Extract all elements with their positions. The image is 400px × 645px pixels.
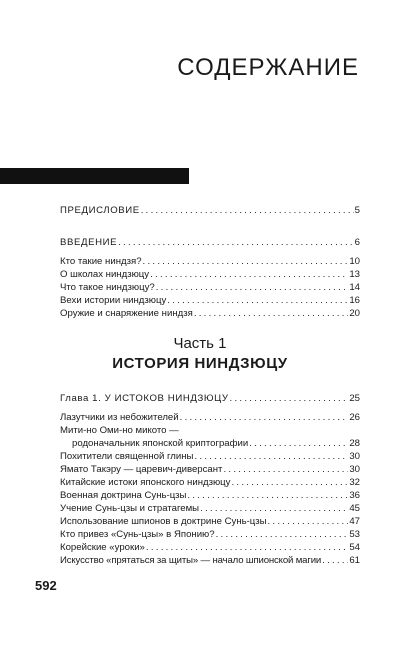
toc-entry-page: 13 — [349, 269, 360, 280]
toc-entry-label: Корейские «уроки» — [60, 542, 145, 553]
toc-entry-label: Военная доктрина Сунь-цзы — [60, 490, 187, 501]
toc-entry[interactable] — [60, 503, 360, 515]
toc-entry-label: Вехи истории ниндзюцу — [60, 295, 167, 306]
toc-entry[interactable] — [60, 308, 360, 320]
toc-entry-page: 5 — [354, 205, 360, 216]
toc-entry[interactable] — [60, 282, 360, 294]
dot-leader — [200, 503, 348, 515]
toc-entry-preface[interactable] — [60, 205, 360, 217]
part-label: Часть 1 — [173, 335, 227, 352]
toc-entry-page: 10 — [349, 256, 360, 267]
toc-entry-line[interactable]: Мити-но Оми-но микото — — [60, 425, 179, 436]
toc-entry-page: 30 — [349, 464, 360, 475]
part-title: ИСТОРИЯ НИНДЗЮЦУ — [112, 355, 288, 372]
toc-entry-page: 20 — [349, 308, 360, 319]
toc-entry-page: 30 — [349, 451, 360, 462]
dot-leader — [143, 256, 349, 268]
toc-entry-page: 6 — [354, 237, 360, 248]
toc-entry-label: Китайские истоки японского ниндзюцу — [60, 477, 231, 488]
toc-entry[interactable] — [60, 451, 360, 463]
dot-leader — [249, 438, 348, 450]
dot-leader — [180, 412, 349, 424]
toc-entry-label: Кто привез «Сунь-цзы» в Японию? — [60, 529, 215, 540]
toc-entry[interactable] — [60, 412, 360, 424]
dot-leader — [268, 516, 349, 528]
toc-entry-label: Использование шпионов в доктрине Сунь-цзы — [60, 516, 267, 527]
toc-entry-label: родоначальник японской криптографии — [72, 438, 249, 449]
toc-entry[interactable] — [60, 269, 360, 281]
toc-entry[interactable] — [60, 464, 360, 476]
dot-leader — [194, 308, 349, 320]
toc-entry-page: 36 — [349, 490, 360, 501]
toc-entry[interactable] — [72, 438, 360, 450]
toc-entry-label: Лазутчики из небожителей — [60, 412, 179, 423]
dot-leader — [230, 393, 349, 405]
dot-leader — [194, 451, 348, 463]
toc-entry[interactable] — [60, 516, 360, 528]
toc-entry-label: ВВЕДЕНИЕ — [60, 237, 118, 248]
toc-entry-page: 14 — [349, 282, 360, 293]
dot-leader — [150, 269, 348, 281]
toc-entry-page: 16 — [349, 295, 360, 306]
toc-entry-label: О школах ниндзюцу — [60, 269, 150, 280]
toc-entry-page: 47 — [349, 516, 360, 527]
toc-entry[interactable] — [60, 542, 360, 554]
dot-leader — [141, 205, 354, 217]
toc-entry-page: 53 — [349, 529, 360, 540]
toc-entry-page: 45 — [349, 503, 360, 514]
page-title: СОДЕРЖАНИЕ — [177, 54, 359, 81]
dot-leader — [118, 237, 354, 249]
page-number: 592 — [35, 578, 57, 593]
dot-leader — [216, 529, 349, 541]
toc-entry-label: ПРЕДИСЛОВИЕ — [60, 205, 140, 216]
dot-leader — [231, 477, 348, 489]
dot-leader — [167, 295, 348, 307]
toc-entry-label: Искусство «прятаться за щиты» — начало шпионской магии — [60, 555, 322, 566]
toc-entry-page: 28 — [349, 438, 360, 449]
toc-entry-page: 54 — [349, 542, 360, 553]
toc-entry-page: 25 — [349, 393, 360, 404]
toc-entry[interactable] — [60, 477, 360, 489]
toc-entry-page: 26 — [349, 412, 360, 423]
toc-entry[interactable] — [60, 555, 360, 567]
toc-entry[interactable] — [60, 490, 360, 502]
dot-leader — [187, 490, 348, 502]
dot-leader — [322, 555, 348, 567]
toc-entry-label: Ямато Такэру — царевич-диверсант — [60, 464, 223, 475]
dot-leader — [223, 464, 348, 476]
toc-entry[interactable] — [60, 295, 360, 307]
toc-entry-label: Похитители священной глины — [60, 451, 194, 462]
toc-entry-label: Что такое ниндзюцу? — [60, 282, 155, 293]
dot-leader — [146, 542, 348, 554]
toc-entry-label: Учение Сунь-цзы и стратагемы — [60, 503, 200, 514]
dot-leader — [156, 282, 349, 294]
toc-entry-intro[interactable] — [60, 237, 360, 249]
toc-entry-label: Оружие и снаряжение ниндзя — [60, 308, 193, 319]
toc-entry-label: Глава 1. У ИСТОКОВ НИНДЗЮЦУ — [60, 393, 229, 404]
toc-entry-chapter[interactable] — [60, 393, 360, 405]
toc-entry-page: 61 — [349, 555, 360, 566]
toc-entry[interactable] — [60, 529, 360, 541]
toc-entry-page: 32 — [349, 477, 360, 488]
toc-entry-label: Кто такие ниндзя? — [60, 256, 142, 267]
toc-entry[interactable] — [60, 256, 360, 268]
